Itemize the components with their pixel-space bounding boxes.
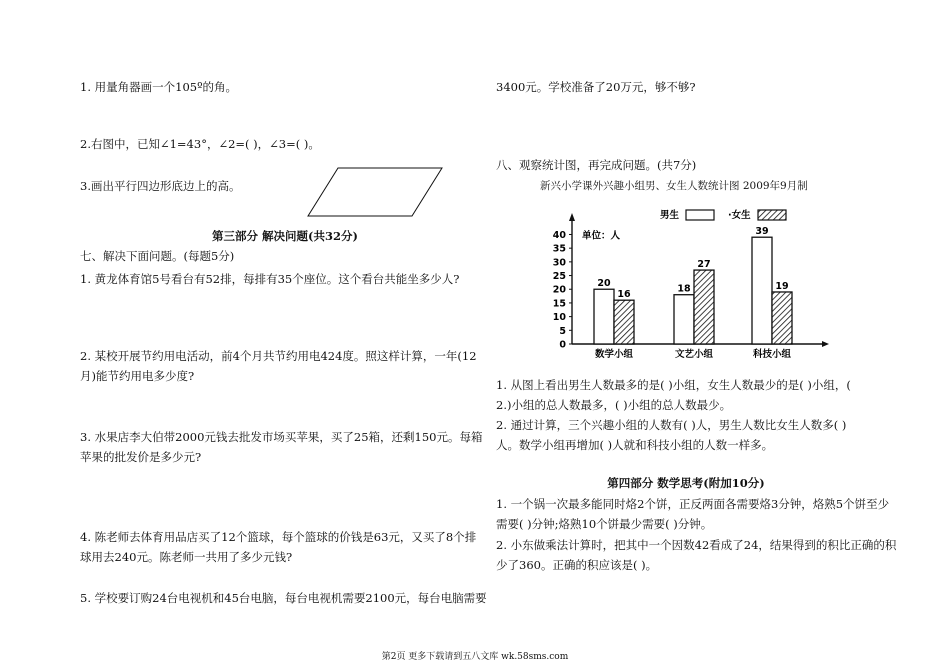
chart-question-1-line1: 1. 从图上看出男生人数最多的是( )小组，女生人数最少的是( )小组，( — [496, 378, 851, 392]
section7-title: 七、解决下面问题。(每题5分) — [80, 249, 235, 263]
problem-3-line1: 3. 水果店李大伯带2000元钱去批发市场买苹果，买了25箱，还剩150元。每箱 — [80, 430, 483, 444]
legend-label-male: 男生 — [660, 210, 680, 221]
problem-4-line1: 4. 陈老师去体育用品店买了12个篮球，每个篮球的价钱是63元，又买了8个排 — [80, 530, 477, 544]
y-tick-label: 35 — [552, 243, 566, 255]
question-parallelogram: 3.画出平行四边形底边上的高。 — [80, 179, 241, 193]
category-label: 科技小组 — [752, 349, 792, 360]
bar-value-label: 39 — [755, 226, 769, 238]
question-angles: 2.右图中，已知∠1=43°，∠2=( )，∠3=( )。 — [80, 137, 320, 151]
bar-female-2 — [694, 270, 714, 344]
bar-value-label: 27 — [697, 259, 711, 271]
bar-female-3 — [772, 292, 792, 344]
bar-male-1 — [594, 289, 614, 344]
bar-value-label: 19 — [775, 280, 789, 292]
page-footer: 第2页 更多下载请到五八文库 wk.58sms.com — [381, 652, 569, 662]
part3-title: 第三部分 解决问题(共32分) — [212, 229, 358, 243]
section8-title: 八、观察统计图，再完成问题。(共7分) — [496, 158, 697, 172]
chart-question-1-line2: 2.)小组的总人数最多，( )小组的总人数最少。 — [496, 398, 732, 412]
chart-question-2-line2: 人。数学小组再增加( )人就和科技小组的人数一样多。 — [496, 438, 774, 452]
bar-value-label: 16 — [617, 289, 631, 301]
thinking-2-line1: 2. 小东做乘法计算时，把其中一个因数42看成了24，结果得到的积比正确的积 — [496, 538, 897, 552]
parallelogram-figure — [300, 164, 450, 220]
bar-female-1 — [614, 300, 634, 344]
bar-chart — [538, 200, 838, 360]
chart-question-2-line1: 2. 通过计算，三个兴趣小组的人数有( )人，男生人数比女生人数多( ) — [496, 418, 847, 432]
thinking-2-line2: 少了360。正确的积应该是( )。 — [496, 558, 658, 572]
y-unit-label: 单位：人 — [582, 230, 621, 242]
y-tick-label: 15 — [552, 298, 566, 310]
y-tick-label: 20 — [552, 284, 566, 296]
problem-2-line1: 2. 某校开展节约用电活动，前4个月共节约用电424度。照这样计算，一年(12 — [80, 349, 477, 363]
part4-title: 第四部分 数学思考(附加10分) — [607, 476, 765, 490]
bar-value-label: 18 — [677, 283, 691, 295]
problem-5-line2: 3400元。学校准备了20万元，够不够? — [496, 80, 696, 94]
bar-male-2 — [674, 295, 694, 344]
chart-title: 新兴小学课外兴趣小组男、女生人数统计图 2009年9月制 — [540, 180, 808, 192]
y-axis-arrow — [569, 213, 575, 221]
legend-label-female: ·女生 — [728, 210, 751, 221]
bar-male-3 — [752, 237, 772, 344]
y-tick-label: 40 — [552, 229, 566, 241]
problem-4-line2: 球用去240元。陈老师一共用了多少元钱? — [80, 550, 293, 564]
problem-5-line1: 5. 学校要订购24台电视机和45台电脑，每台电视机需要2100元，每台电脑需要 — [80, 591, 487, 605]
problem-3-line2: 苹果的批发价是多少元? — [80, 450, 202, 464]
problem-2-line2: 月)能节约用电多少度? — [80, 369, 195, 383]
thinking-1-line1: 1. 一个锅一次最多能同时烙2个饼，正反两面各需要烙3分钟，烙熟5个饼至少 — [496, 497, 890, 511]
question-protractor: 1. 用量角器画一个105º的角。 — [80, 80, 237, 94]
category-label: 文艺小组 — [674, 349, 714, 360]
x-axis-arrow — [822, 341, 829, 347]
thinking-1-line2: 需要( )分钟;烙熟10个饼最少需要( )分钟。 — [496, 517, 713, 531]
bar-value-label: 20 — [597, 278, 611, 290]
y-tick-label: 10 — [552, 312, 566, 324]
legend-swatch-male — [686, 210, 714, 220]
category-label: 数学小组 — [594, 349, 634, 360]
y-tick-label: 25 — [552, 271, 566, 283]
y-tick-label: 30 — [552, 257, 566, 269]
y-tick-label: 0 — [559, 339, 566, 351]
problem-1: 1. 黄龙体育馆5号看台有52排，每排有35个座位。这个看台共能坐多少人? — [80, 272, 460, 286]
legend-swatch-female — [758, 210, 786, 220]
y-tick-label: 5 — [559, 325, 566, 337]
